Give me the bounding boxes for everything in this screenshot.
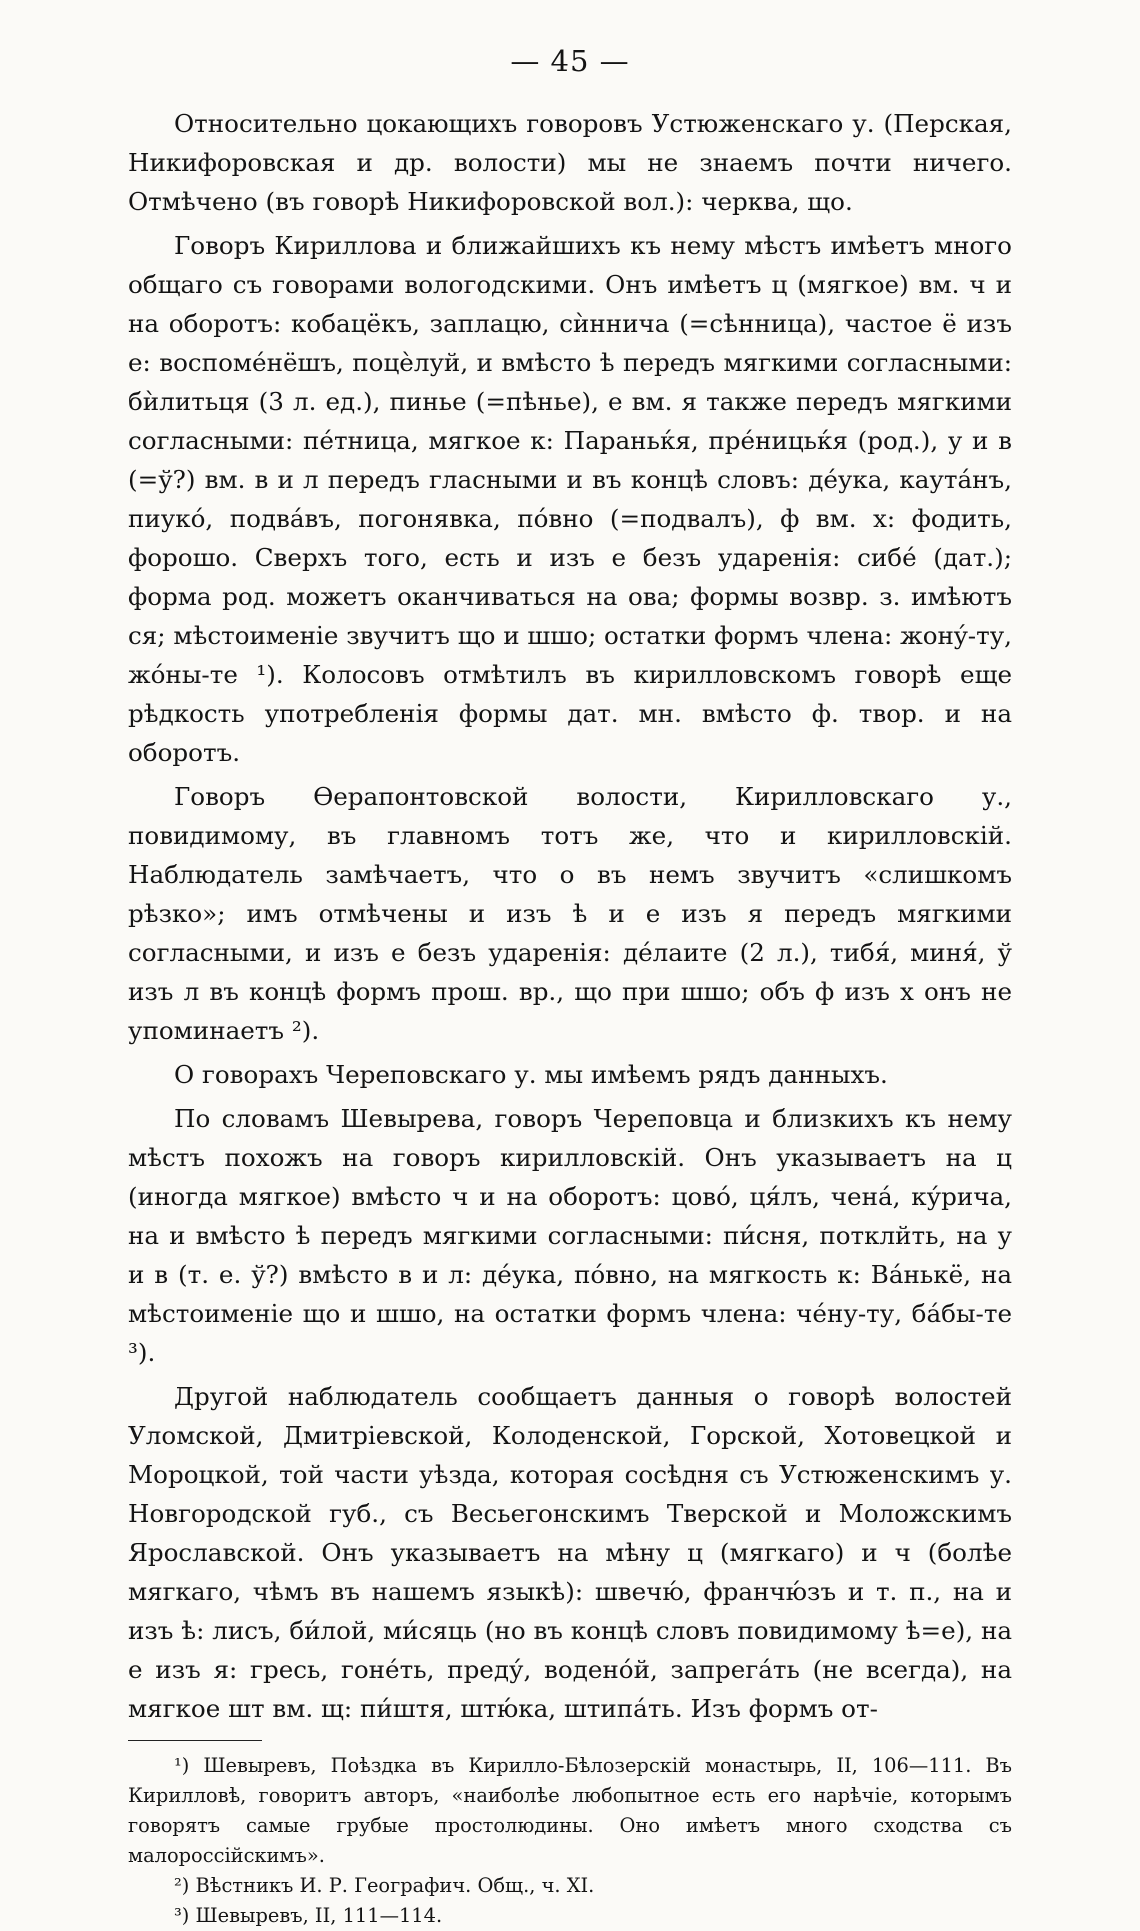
footnote-3: ³) Шевыревъ, II, 111—114. — [174, 1904, 443, 1927]
footnote-1: ¹) Шевыревъ, Поѣздка въ Кирилло-Бѣлозерскій монастырь, II, 106—111. Въ Кирилловѣ, говоритъ авторъ, «наиболѣе любопытное есть его нарѣчіе, которымъ говорятъ самые грубые простолюдины. Оно имѣетъ много сходства съ малороссійскимъ». — [128, 1754, 1012, 1867]
page-number: — 45 — — [510, 44, 630, 78]
paragraph-5: По словамъ Шевырева, говоръ Череповца и близкихъ къ нему мѣстъ похожъ на говоръ кирилловскій. Онъ указываетъ на ц (иногда мягкое) вмѣсто ч и на оборотъ: цово́, ця́лъ, чена́, ку́рича, на и вмѣсто ѣ передъ мягкими согласными: пи́сня, потклйть, на у и в (т. е. ў?) вмѣсто в и л: де́ука, по́вно, на мягкость к: Ва́нькё, на мѣстоименіе що и шшо, на остатки формъ члена: че́ну-ту, ба́бы-те ³). — [128, 1104, 1012, 1367]
main-text — [128, 104, 1012, 1728]
paragraph-3: Говоръ Ѳерапонтовской волости, Кирилловскаго у., повидимому, въ главномъ тотъ же, что и кирилловскій. Наблюдатель замѣчаетъ, что о въ немъ звучитъ «слишкомъ рѣзко»; имъ отмѣчены и изъ ѣ и е изъ я передъ мягкими согласными, и изъ е безъ ударенія: дéлаите (2 л.), тибя́, миня́, ў изъ л въ концѣ формъ прош. вр., що при шшо; объ ф изъ х онъ не упоминаетъ ²). — [128, 782, 1012, 1045]
footnote-divider — [128, 1740, 262, 1741]
paragraph-6: Другой наблюдатель сообщаетъ данныя о говорѣ волостей Уломской, Дмитріевской, Колоденской, Горской, Хотовецкой и Мороцкой, той части уѣзда, которая сосѣдня съ Устюженскимъ у. Новгородской губ., съ Весьегонскимъ Тверской и Моложскимъ Ярославской. Онъ указываетъ на мѣну ц (мягкаго) и ч (болѣе мягкаго, чѣмъ въ нашемъ языкѣ): швечю́, франчю́зъ и т. п., на и изъ ѣ: лисъ, би́лой, ми́сяць (но въ концѣ словъ повидимому ѣ=е), на е изъ я: гресь, гоне́ть, преду́, воденóй, запрега́ть (не всегда), на мягкое шт вм. щ: пи́штя, штю́ка, штипа́ть. Изъ формъ от- — [128, 1382, 1012, 1723]
paragraph-2: Говоръ Кириллова и ближайшихъ къ нему мѣстъ имѣетъ много общаго съ говорами вологодскими. Онъ имѣетъ ц (мягкое) вм. ч и на оборотъ: кобацёкъ, заплацю, сѝннича (=сѣнница), частое ё изъ е: воспомéнёшъ, поцѐлуй, и вмѣсто ѣ передъ мягкими согласными: бѝлитьця (3 л. ед.), пинье (=пѣнье), е вм. я также передъ мягкими согласными: пéтница, мягкое к: Параньќя, прéницьќя (род.), у и в (=ў?) вм. в и л передъ гласными и въ концѣ словъ: дéука, каутáнъ, пиукó, подвáвъ, погонявка, пóвно (=подвалъ), ф вм. х: фодить, форошо. Сверхъ того, есть и изъ е безъ ударенія: сибé (дат.); форма род. можетъ оканчиваться на ова; формы возвр. з. имѣютъ ся; мѣстоименіе звучитъ що и шшо; остатки формъ члена: жонý-ту, жóны-те ¹). Колосовъ отмѣтилъ въ кирилловскомъ говорѣ еще рѣдкость употребленія формы дат. мн. вмѣсто ф. твор. и на оборотъ. — [128, 231, 1012, 767]
paragraph-4: О говорахъ Череповскаго у. мы имѣемъ рядъ данныхъ. — [174, 1060, 888, 1089]
footnotes — [128, 1751, 1012, 1931]
footnote-2: ²) Вѣстникъ И. Р. Географич. Общ., ч. XI. — [174, 1874, 595, 1897]
paragraph-1: Относительно цокающихъ говоровъ Устюженскаго у. (Перская, Никифоровская и др. волости) мы не знаемъ почти ничего. Отмѣчено (въ говорѣ Никифоровской вол.): черква, що. — [128, 109, 1012, 216]
